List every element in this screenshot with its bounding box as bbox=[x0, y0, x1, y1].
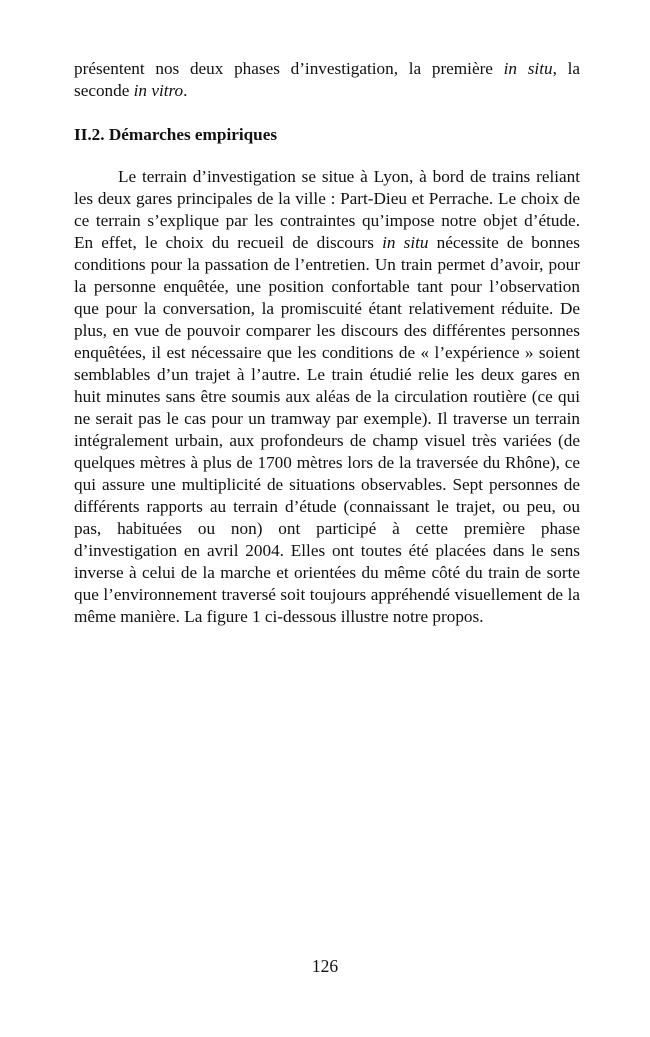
intro-text-after: . bbox=[183, 81, 188, 100]
body-text-after: nécessite de bonnes conditions pour la passation de l’entretien. Un train permet d’avoir, pour la personne enquêtée, une position confortable tant pour l’observation que pour la conversation, la promiscuité étant relativement réduite. De plus, en vue de pouvoir comparer les discours des différentes personnes enquêtées, il est nécessaire que les conditions de « l’expérience » soient semblables d’un trajet à l’autre. Le train étudié relie les deux gares en huit minutes sans être soumis aux aléas de la circulation routière (ce qui ne serait pas le cas pour un tramway par exemple). Il traverse un terrain intégralement urbain, aux profondeurs de champ visuel très variées (de quelques mètres à plus de 1700 mètres lors de la traversée du Rhône), ce qui assure une multiplicité de situations observables. Sept personnes de différents rapports au terrain d’étude (connaissant le trajet, ou peu, ou pas, habituées ou non) ont participé à cette première phase d’investigation en avril 2004. Elles ont toutes été placées dans le sens inverse à celui de la marche et orientées du même côté du train de sorte que l’environnement traversé soit toujours appréhendé visuellement de la même manière. La figure 1 ci-dessous illustre notre propos. bbox=[74, 233, 580, 626]
body-paragraph bbox=[74, 166, 580, 628]
section-heading: II.2. Démarches empiriques bbox=[74, 125, 278, 144]
body-text-before: Le terrain d’investigation se situe à Lyon, à bord de trains reliant les deux gares principales de la ville : Part-Dieu et Perrache. Le choix de ce terrain s’explique par les contraintes qu’impose notre objet d’étude. En effet, le choix du recueil de discours bbox=[74, 167, 580, 252]
intro-emphasis-in-situ: in situ bbox=[503, 59, 553, 78]
page-content bbox=[74, 58, 580, 628]
body-emphasis-in-situ: in situ bbox=[382, 233, 429, 252]
intro-text-before: présentent nos deux phases d’investigation, la première bbox=[74, 59, 504, 78]
intro-text-middle: , la seconde bbox=[74, 59, 580, 100]
page-number: 126 bbox=[311, 956, 339, 976]
intro-emphasis-in-vitro: in vitro bbox=[133, 81, 184, 100]
intro-paragraph bbox=[74, 58, 580, 102]
